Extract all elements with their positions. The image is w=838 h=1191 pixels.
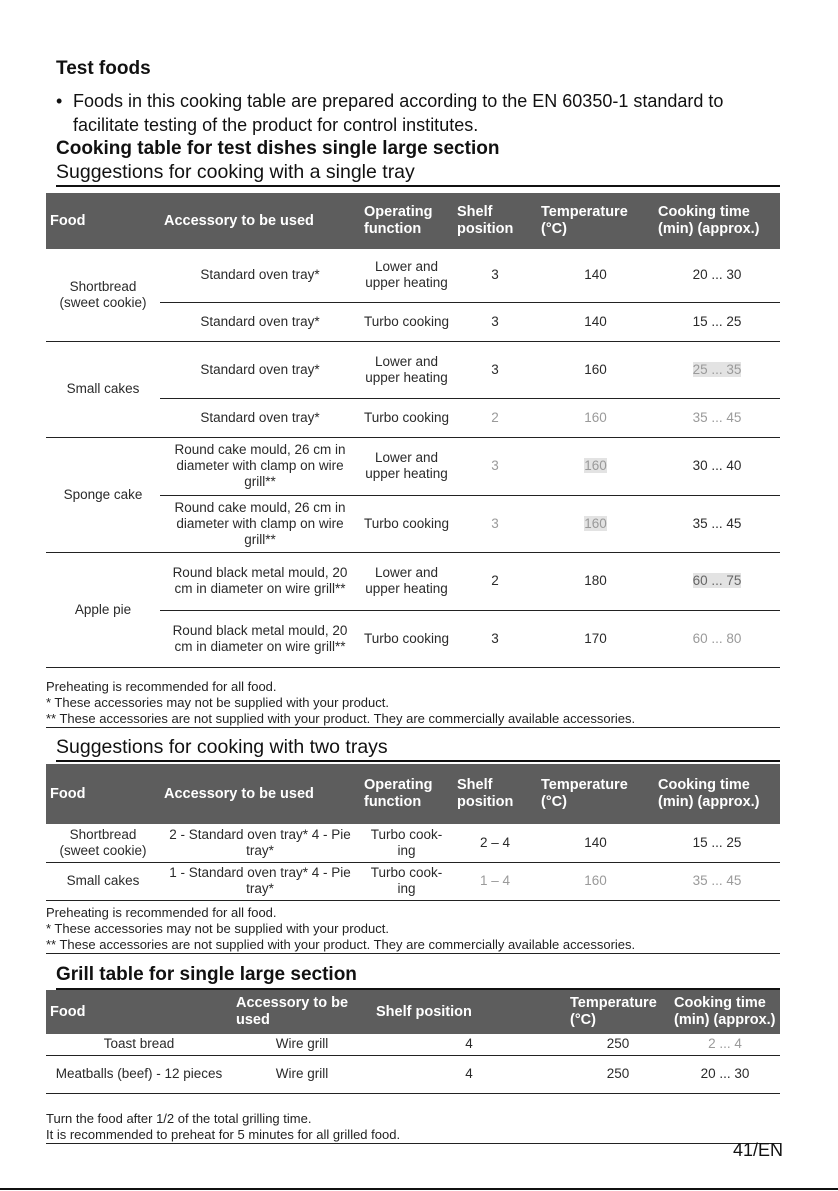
accessory-cell: Standard oven tray* [160,249,360,302]
accessory-cell: Round black metal mould, 20 cm in diameter on wire grill** [160,552,360,610]
time-value: 60 ... 75 [692,573,742,588]
accessory-cell: 2 - Standard oven tray* 4 - Pie tray* [160,824,360,862]
temp-cell: 160 [537,341,654,398]
header-food: Food [46,990,232,1034]
single-tray-title: Suggestions for cooking with a single tray [56,161,780,187]
header-temperature: Temperature (°C) [537,193,654,249]
temp-cell: 140 [537,824,654,862]
note-line: It is recommended to preheat for 5 minutes for all grilled food. [46,1127,401,1142]
function-cell: Turbo cooking [360,302,453,341]
header-food: Food [46,764,160,824]
note-line: Preheating is recommended for all food. [46,905,277,920]
shelf-cell: 3 [453,610,537,667]
shelf-cell: 3 [453,437,537,495]
two-trays-table [46,764,780,901]
time-cell [654,341,780,398]
temp-cell: 180 [537,552,654,610]
time-value: 25 ... 35 [692,361,742,377]
time-cell: 35 ... 45 [654,862,780,900]
header-shelf: Shelf position [372,990,566,1034]
shelf-cell: 3 [453,302,537,341]
bottom-divider [0,1188,838,1190]
shelf-cell: 2 [453,398,537,437]
note-line: * These accessories may not be supplied with your product. [46,921,389,936]
temp-cell: 250 [566,1034,670,1055]
temp-cell: 140 [537,249,654,302]
accessory-cell: Standard oven tray* [160,302,360,341]
header-time: Cooking time (min) (approx.) [670,990,780,1034]
header-shelf: Shelf position [453,764,537,824]
time-cell: 60 ... 80 [654,610,780,667]
time-cell: 35 ... 45 [654,398,780,437]
header-time: Cooking time (min) (approx.) [654,193,780,249]
table-row [46,249,780,302]
shelf-cell: 2 [453,552,537,610]
temp-value: 160 [584,458,607,473]
note-line: Preheating is recommended for all food. [46,679,277,694]
note-line: Turn the food after 1/2 of the total grilling time. [46,1111,312,1126]
food-cell: Meatballs (beef) - 12 pieces [46,1055,232,1093]
function-cell: Turbo cooking [360,398,453,437]
shelf-cell: 3 [453,341,537,398]
test-foods-heading: Test foods [56,58,151,79]
food-cell: Toast bread [46,1034,232,1055]
header-temperature: Temperature (°C) [537,764,654,824]
cooking-table-heading: Cooking table for test dishes single large section [56,138,500,159]
food-cell: Small cakes [46,341,160,437]
header-temperature: Temperature (°C) [566,990,670,1034]
page-number: 41/EN [732,1140,783,1160]
grill-notes [46,1111,780,1144]
table-header-row [46,193,780,249]
food-cell: Small cakes [46,862,160,900]
header-accessory: Accessory to be used [232,990,372,1034]
shelf-cell: 3 [453,495,537,552]
accessory-cell: Round cake mould, 26 cm in diameter with clamp on wire grill** [160,437,360,495]
grill-table [46,990,780,1094]
single-tray-table [46,193,780,668]
function-cell: Turbo cook- ing [360,862,453,900]
table-header-row [46,990,780,1034]
time-cell: 20 ... 30 [670,1055,780,1093]
function-cell: Lower and upper heating [360,341,453,398]
two-trays-title: Suggestions for cooking with two trays [56,736,780,762]
shelf-cell: 4 [372,1055,566,1093]
function-cell: Lower and upper heating [360,437,453,495]
bullet-paragraph [56,89,786,137]
bullet-text: Foods in this cooking table are prepared according to the EN 60350-1 standard to facilitate testing of the product for control institutes. [73,91,724,135]
grill-table-title: Grill table for single large section [56,964,780,990]
header-function: Operating function [360,193,453,249]
header-accessory: Accessory to be used [160,193,360,249]
temp-cell [537,495,654,552]
food-cell: Sponge cake [46,437,160,552]
table-row [46,862,780,900]
shelf-cell: 3 [453,249,537,302]
function-cell: Turbo cook- ing [360,824,453,862]
function-cell: Turbo cooking [360,495,453,552]
accessory-cell: 1 - Standard oven tray* 4 - Pie tray* [160,862,360,900]
temp-cell: 170 [537,610,654,667]
accessory-cell: Round cake mould, 26 cm in diameter with clamp on wire grill** [160,495,360,552]
accessory-cell: Standard oven tray* [160,341,360,398]
function-cell: Lower and upper heating [360,552,453,610]
table-row [46,1055,780,1093]
temp-value: 160 [584,515,607,531]
time-cell: 20 ... 30 [654,249,780,302]
time-cell: 15 ... 25 [654,824,780,862]
shelf-cell: 1 – 4 [453,862,537,900]
note-line: * These accessories may not be supplied with your product. [46,695,389,710]
single-tray-notes [46,679,780,728]
time-cell [654,552,780,610]
shelf-cell: 4 [372,1034,566,1055]
header-function: Operating function [360,764,453,824]
two-trays-notes [46,905,780,954]
header-time: Cooking time (min) (approx.) [654,764,780,824]
time-cell: 15 ... 25 [654,302,780,341]
table-row [46,1034,780,1055]
table-row [46,552,780,610]
table-row [46,437,780,495]
function-cell: Turbo cooking [360,610,453,667]
header-accessory: Accessory to be used [160,764,360,824]
time-cell: 35 ... 45 [654,495,780,552]
note-line: ** These accessories are not supplied with your product. They are commercially available accessories. [46,711,636,726]
food-cell: Shortbread (sweet cookie) [46,249,160,341]
accessory-cell: Standard oven tray* [160,398,360,437]
header-food: Food [46,193,160,249]
temp-cell [537,437,654,495]
food-cell: Apple pie [46,552,160,667]
time-cell: 2 ... 4 [670,1034,780,1055]
time-cell: 30 ... 40 [654,437,780,495]
shelf-cell: 2 – 4 [453,824,537,862]
table-row [46,341,780,398]
temp-cell: 160 [537,862,654,900]
table-row [46,824,780,862]
accessory-cell: Wire grill [232,1055,372,1093]
accessory-cell: Round black metal mould, 20 cm in diameter on wire grill** [160,610,360,667]
table-header-row [46,764,780,824]
bullet-icon: • [56,91,63,111]
note-line: ** These accessories are not supplied with your product. They are commercially available accessories. [46,937,636,952]
header-shelf: Shelf position [453,193,537,249]
function-cell: Lower and upper heating [360,249,453,302]
temp-cell: 140 [537,302,654,341]
temp-cell: 160 [537,398,654,437]
accessory-cell: Wire grill [232,1034,372,1055]
food-cell: Shortbread (sweet cookie) [46,824,160,862]
temp-cell: 250 [566,1055,670,1093]
